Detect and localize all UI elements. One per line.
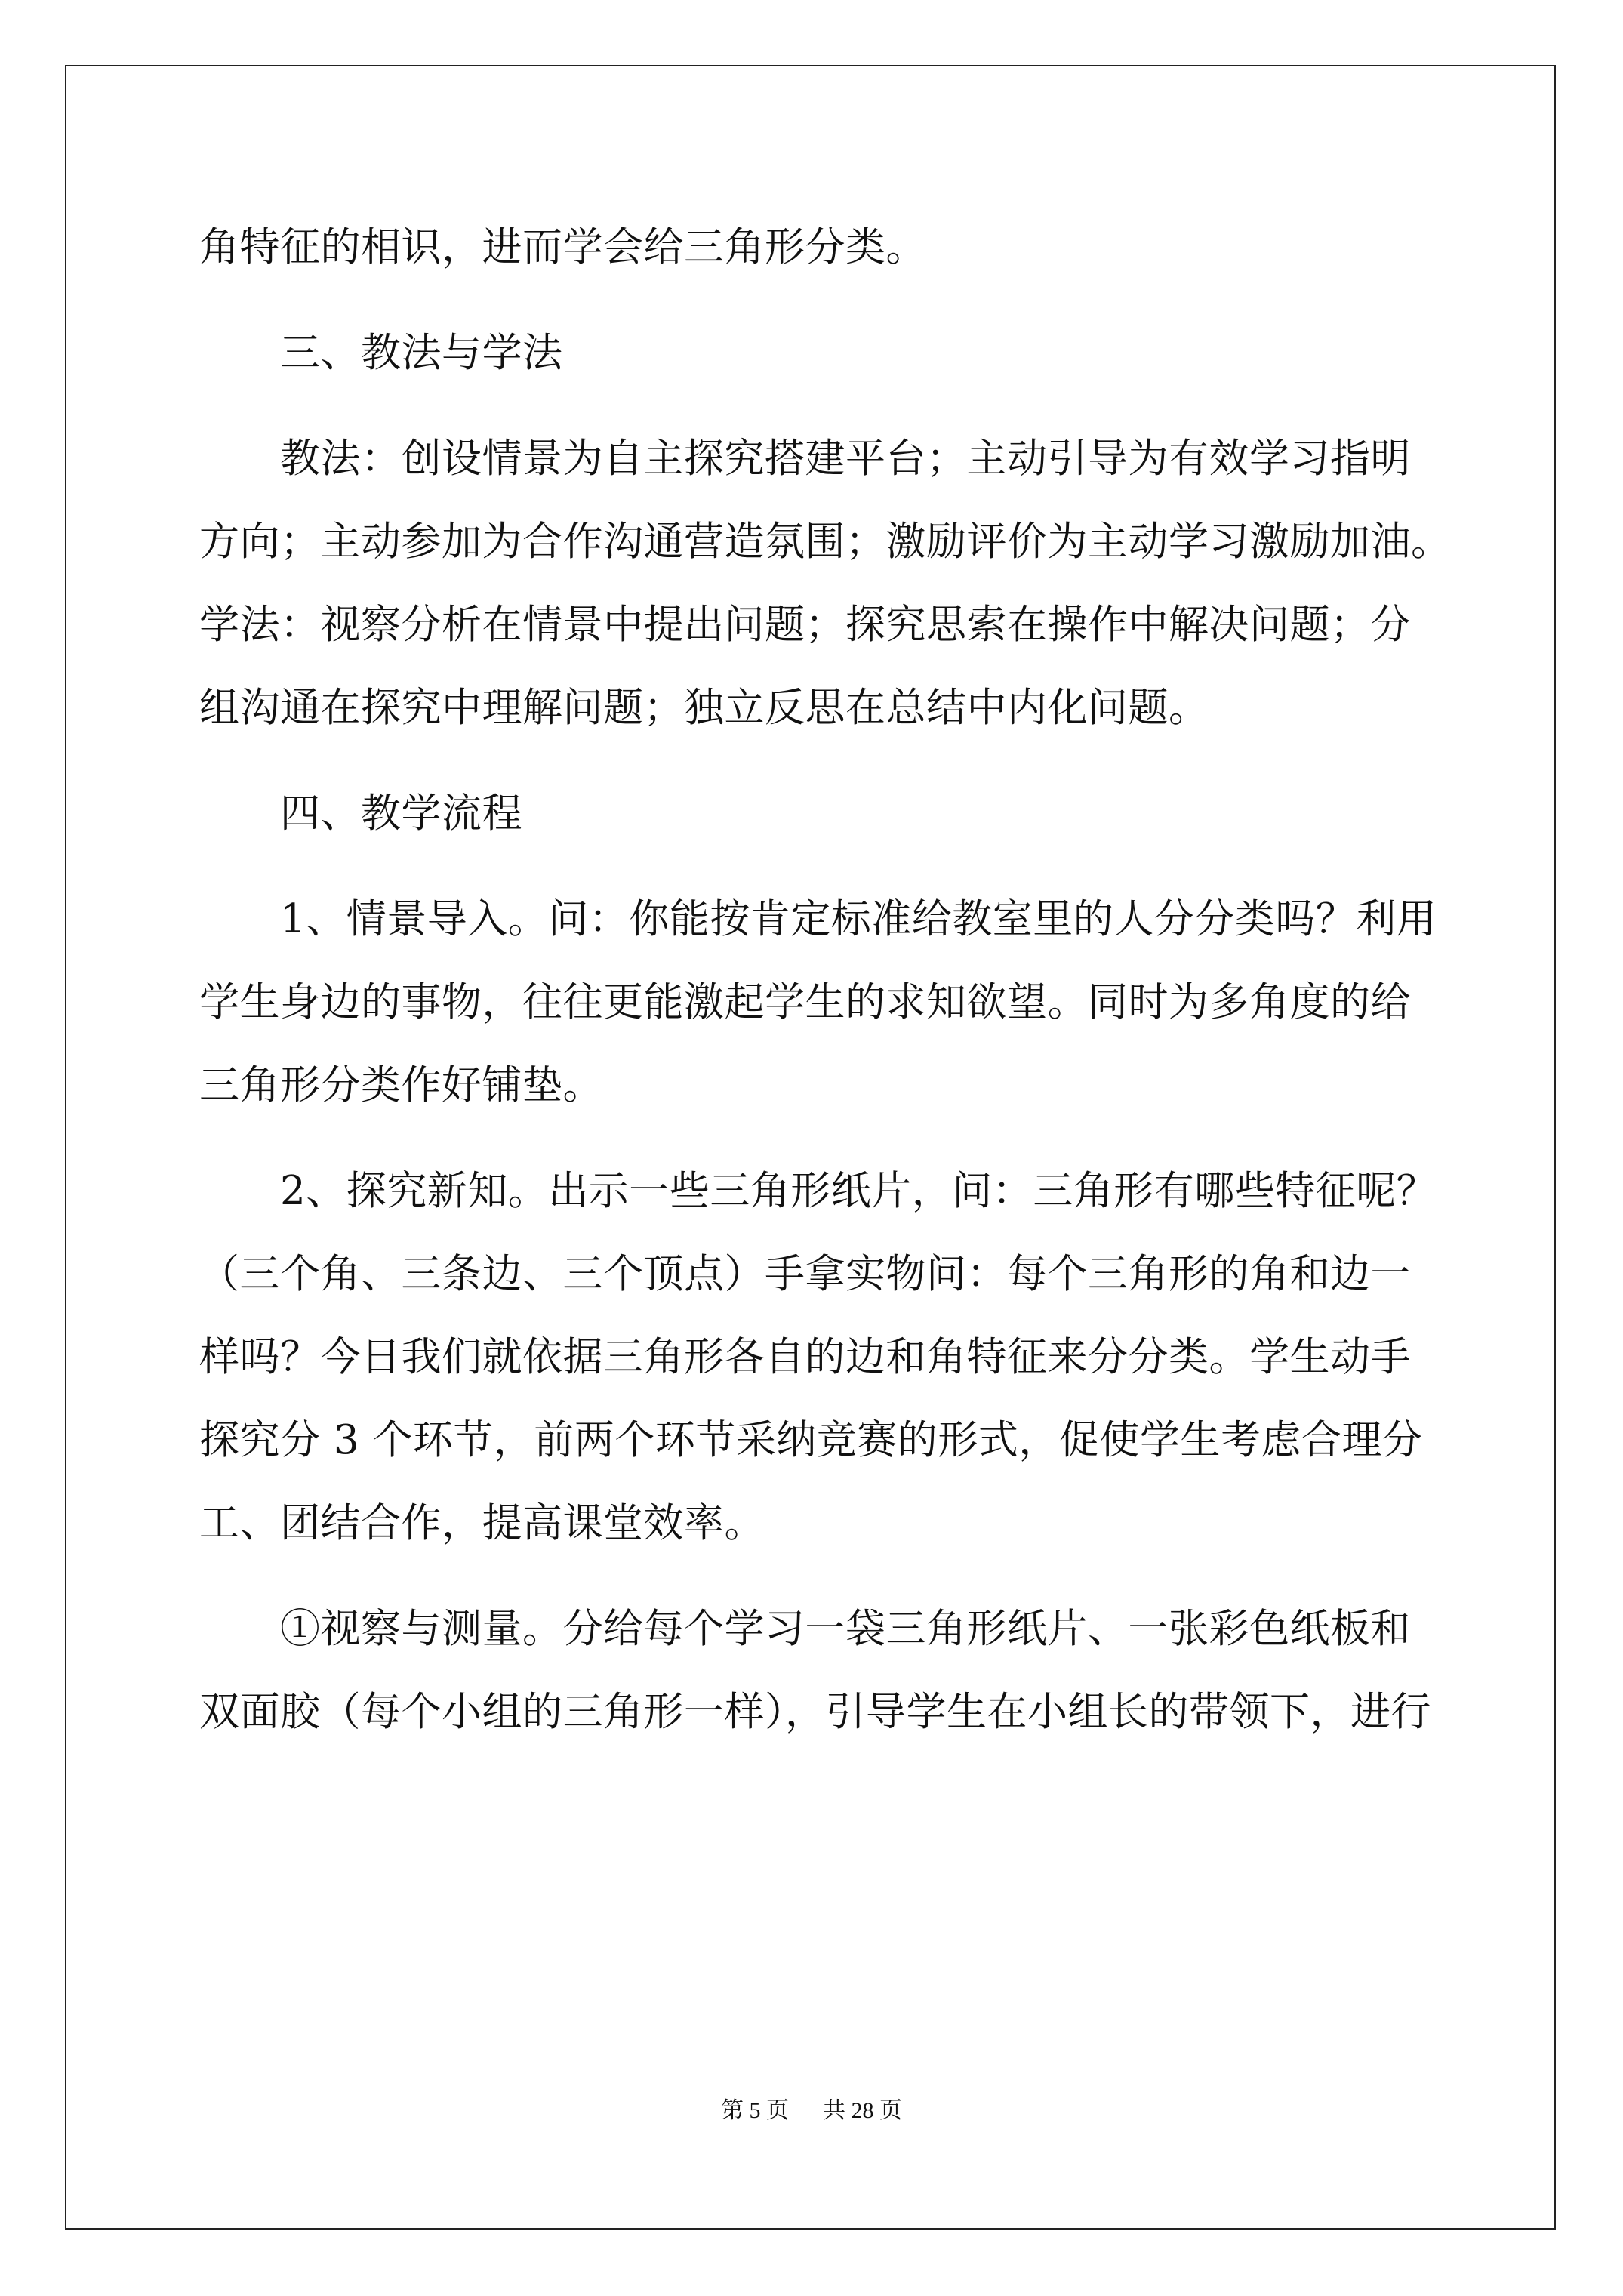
paragraph-line: 2、探究新知。出示一些三角形纸片，问：三角形有哪些特征呢？ xyxy=(280,1168,1437,1214)
page-total: 共 28 页 xyxy=(823,2098,902,2123)
section-heading: 三、教法与学法 xyxy=(280,330,563,376)
paragraph-line: 学生身边的事物，往往更能激起学生的求知欲望。同时为多角度的给 xyxy=(199,979,1411,1025)
paragraph-line: 双面胶（每个小组的三角形一样），引导学生在小组长的带领下，进行 xyxy=(199,1689,1431,1735)
paragraph-line: 组沟通在探究中理解问题；独立反思在总结中内化问题。 xyxy=(199,685,1209,731)
page-border xyxy=(65,65,1556,2230)
paragraph-line: 学法：视察分析在情景中提出问题；探究思索在操作中解决问题；分 xyxy=(199,602,1411,648)
section-heading: 四、教学流程 xyxy=(280,791,522,837)
paragraph-line: 样吗？今日我们就依据三角形各自的边和角特征来分分类。学生动手 xyxy=(199,1334,1411,1380)
paragraph-line: 角特征的相识，进而学会给三角形分类。 xyxy=(199,224,926,270)
paragraph-line: ①视察与测量。分给每个学习一袋三角形纸片、一张彩色纸板和 xyxy=(280,1606,1411,1652)
paragraph-line: 方向；主动参加为合作沟通营造氛围；激励评价为主动学习激励加油。 xyxy=(199,519,1452,565)
paragraph-line: 教法：创设情景为自主探究搭建平台；主动引导为有效学习指明 xyxy=(280,436,1411,482)
paragraph-line: 1、情景导入。问：你能按肯定标准给教室里的人分分类吗？利用 xyxy=(280,896,1437,942)
page-footer xyxy=(0,2091,1623,2125)
paragraph-line: （三个角、三条边、三个顶点）手拿实物问：每个三角形的角和边一 xyxy=(199,1251,1411,1297)
page-number: 第 5 页 xyxy=(721,2098,789,2123)
paragraph-line: 三角形分类作好铺垫。 xyxy=(199,1062,603,1108)
paragraph-line: 工、团结合作，提高课堂效率。 xyxy=(199,1500,765,1546)
paragraph-line: 探究分 3 个环节，前两个环节采纳竞赛的形式，促使学生考虑合理分 xyxy=(199,1417,1423,1463)
